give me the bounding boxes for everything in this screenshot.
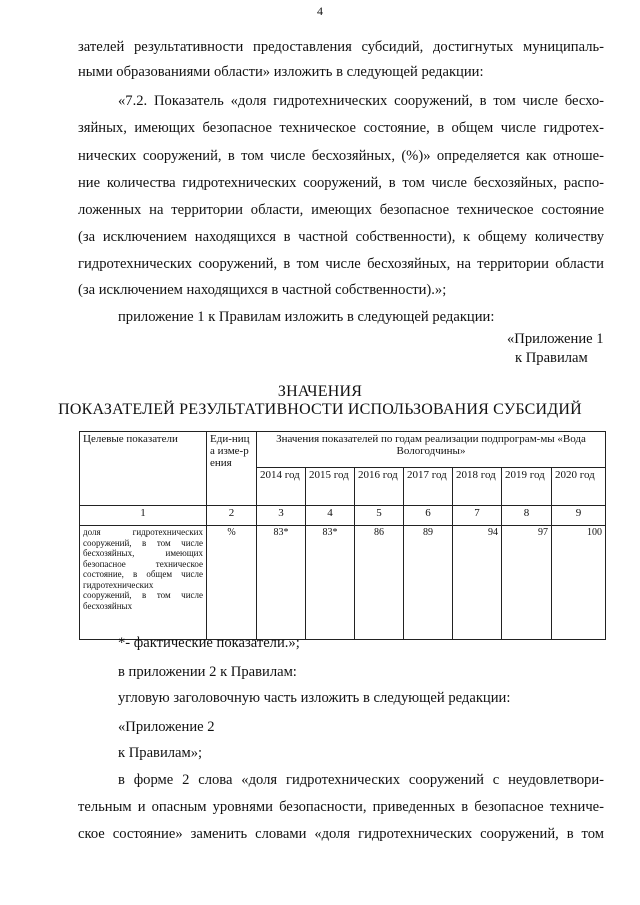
column-number: 3 bbox=[257, 506, 306, 526]
column-number: 6 bbox=[404, 506, 453, 526]
value-cell: 97 bbox=[502, 526, 552, 640]
body-line: нических сооружений, в том числе бесхозяйных, (%)» определяется как отноше- bbox=[78, 148, 604, 164]
body-line: ными образованиями области» изложить в следующей редакции: bbox=[78, 64, 484, 80]
body-line: зяйных, имеющих безопасное техническое состояние, в общем числе гидротех- bbox=[78, 120, 604, 136]
body-line: в форме 2 слова «доля гидротехнических сооружений с неудовлетвори- bbox=[118, 772, 604, 788]
body-line: приложение 1 к Правилам изложить в следующей редакции: bbox=[118, 309, 495, 325]
body-line: ское состояние» заменить словами «доля гидротехнических сооружений, в том bbox=[78, 826, 604, 842]
value-cell: 83* bbox=[257, 526, 306, 640]
column-number: 7 bbox=[453, 506, 502, 526]
column-number: 5 bbox=[355, 506, 404, 526]
column-number: 1 bbox=[80, 506, 207, 526]
body-line: (за исключением находящихся в частной собственности), к общему количеству bbox=[78, 229, 604, 245]
value-cell: 89 bbox=[404, 526, 453, 640]
year-cell: 2015 год bbox=[306, 468, 355, 506]
year-cell: 2017 год bbox=[404, 468, 453, 506]
value-cell: 94 bbox=[453, 526, 502, 640]
appendix-ref: к Правилам bbox=[515, 350, 588, 366]
body-line: угловую заголовочную часть изложить в следующей редакции: bbox=[118, 690, 511, 706]
value-cell: 86 bbox=[355, 526, 404, 640]
indicator-unit: % bbox=[207, 526, 257, 640]
year-cell: 2018 год bbox=[453, 468, 502, 506]
body-line: к Правилам»; bbox=[118, 745, 203, 761]
body-line: ние количества гидротехнических сооружений, в том числе бесхозяйных, распо- bbox=[78, 175, 604, 191]
footnote: *- фактические показатели.»; bbox=[118, 635, 300, 651]
column-number: 8 bbox=[502, 506, 552, 526]
body-line: тельным и опасным уровнями безопасности, приведенных в безопасное техниче- bbox=[78, 799, 604, 815]
year-cell: 2014 год bbox=[257, 468, 306, 506]
body-line: зателей результативности предоставления субсидий, достигнутых муниципаль- bbox=[78, 39, 604, 55]
body-line: ложенных на территории области, имеющих безопасное техническое состояние bbox=[78, 202, 604, 218]
table-heading: ЗНАЧЕНИЯ bbox=[277, 383, 363, 400]
year-cell: 2019 год bbox=[502, 468, 552, 506]
page-number: 4 bbox=[317, 4, 323, 18]
year-cell: 2016 год bbox=[355, 468, 404, 506]
body-line: «7.2. Показатель «доля гидротехнических сооружений, в том числе бесхо- bbox=[118, 93, 604, 109]
value-cell: 100 bbox=[552, 526, 606, 640]
body-line: «Приложение 2 bbox=[118, 719, 215, 735]
indicators-table bbox=[79, 431, 606, 640]
table-heading: ПОКАЗАТЕЛЕЙ РЕЗУЛЬТАТИВНОСТИ ИСПОЛЬЗОВАНИЯ СУБСИДИЙ bbox=[58, 401, 582, 418]
value-cell: 83* bbox=[306, 526, 355, 640]
body-line: (за исключением находящихся в частной собственности).»; bbox=[78, 282, 447, 298]
indicator-label: доля гидротехнических сооружений, в том числе бесхозяйных, имеющих безопасное техническое состояние, в общем числе гидротехнических сооружений, в том числе бесхозяйных bbox=[80, 526, 207, 640]
column-number: 9 bbox=[552, 506, 606, 526]
header-target: Целевые показатели bbox=[80, 432, 207, 506]
header-unit: Еди-ница изме-рения bbox=[207, 432, 257, 506]
column-number: 4 bbox=[306, 506, 355, 526]
appendix-ref: «Приложение 1 bbox=[507, 331, 604, 347]
column-number: 2 bbox=[207, 506, 257, 526]
body-line: гидротехнических сооружений, в том числе бесхозяйных, на территории области bbox=[78, 256, 604, 272]
body-line: в приложении 2 к Правилам: bbox=[118, 664, 297, 680]
year-cell: 2020 год bbox=[552, 468, 606, 506]
header-values: Значения показателей по годам реализации подпрограм-мы «Вода Вологодчины» bbox=[257, 432, 606, 468]
